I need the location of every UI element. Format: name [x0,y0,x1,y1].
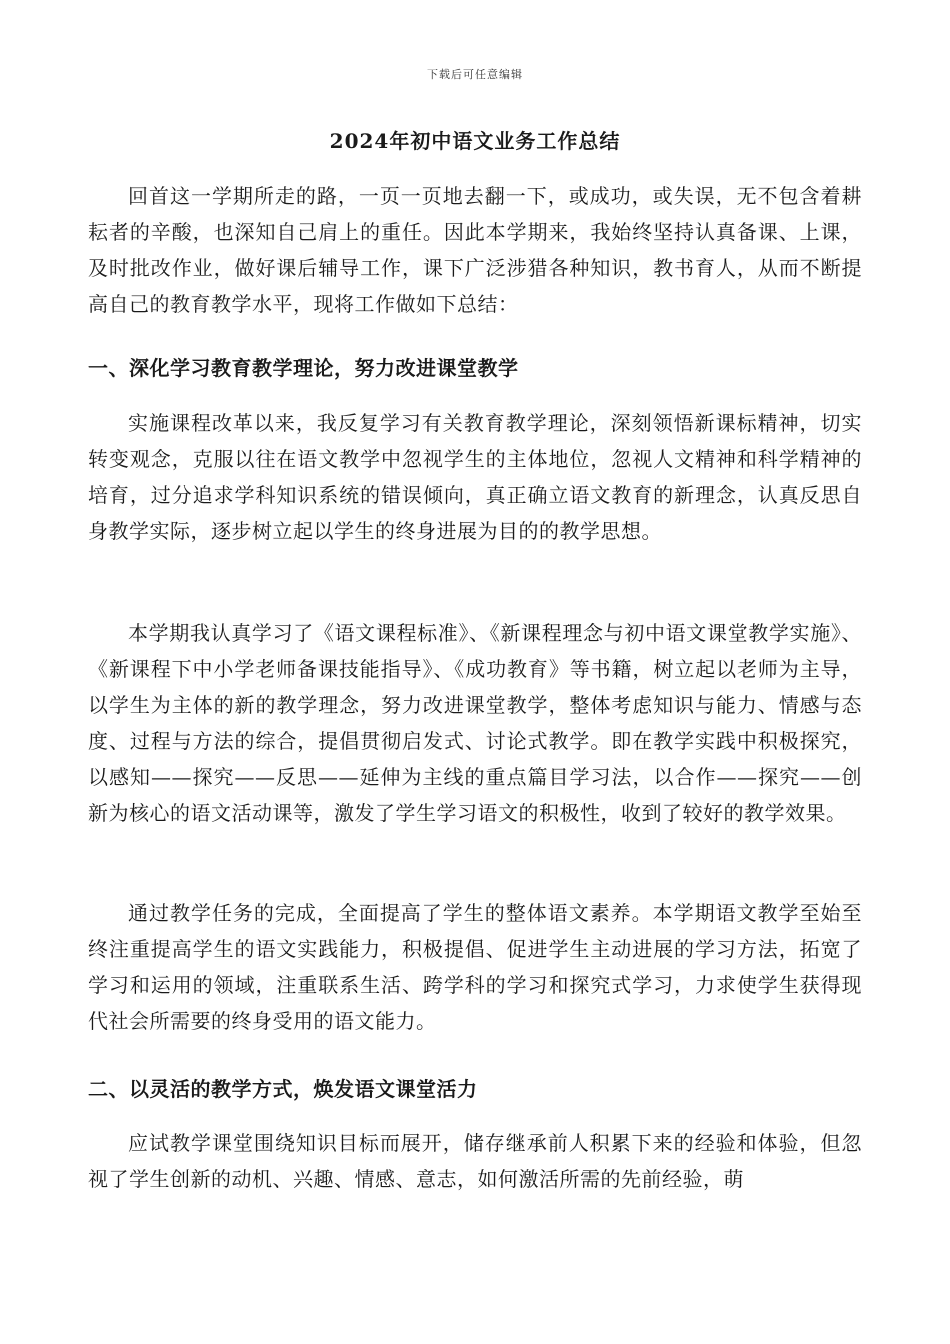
paragraph-text: 通过教学任务的完成，全面提高了学生的整体语文素养。本学期语文教学至始至终注重提高学生的语文实践能力，积极提倡、促进学生主动进展的学习方法，拓宽了学习和运用的领域，注重联系生活、跨学科的学习和探究式学习，力求使学生获得现代社会所需要的终身受用的语文能力。 [88,901,862,1033]
document-title: 2024年初中语文业务工作总结 [329,129,621,153]
paragraph-text: 回首这一学期所走的路，一页一页地去翻一下，或成功，或失误，无不包含着耕耘者的辛酸，也深知自己肩上的重任。因此本学期来，我始终坚持认真备课、上课，及时批改作业，做好课后辅导工作，课下广泛涉猎各种知识，教书育人，从而不断提高自己的教育教学水平，现将工作做如下总结： [88,184,862,316]
paragraph-text: 应试教学课堂围绕知识目标而展开，储存继承前人积累下来的经验和体验，但忽视了学生创新的动机、兴趣、情感、意志，如何激活所需的先前经验，萌 [88,1131,862,1191]
section-heading-2 [88,1071,862,1107]
section1-paragraph-3 [88,895,862,1039]
section-heading-text: 二、以灵活的教学方式，焕发语文课堂活力 [88,1077,478,1101]
paragraph-text: 实施课程改革以来，我反复学习有关教育教学理论，深刻领悟新课标精神，切实转变观念，克服以往在语文教学中忽视学生的主体地位，忽视人文精神和科学精神的培育，过分追求学科知识系统的错误倾向，真正确立语文教育的新理念，认真反思自身教学实际，逐步树立起以学生的终身进展为目的的教学思想。 [88,411,862,543]
section1-paragraph-1 [88,405,862,549]
section-heading-1 [88,350,862,386]
paragraph-text: 本学期我认真学习了《语文课程标准》、《新课程理念与初中语文课堂教学实施》、《新课程下中小学老师备课技能指导》、《成功教育》等书籍，树立起以老师为主导，以学生为主体的新的教学理念，努力改进课堂教学，整体考虑知识与能力、情感与态度、过程与方法的综合，提倡贯彻启发式、讨论式教学。即在教学实践中积极探究，以感知——探究——反思——延伸为主线的重点篇目学习法，以合作——探究——创新为核心的语文活动课等，激发了学生学习语文的积极性，收到了较好的教学效果。 [88,621,862,825]
header-note: 下载后可任意编辑 [427,68,523,81]
section1-paragraph-2 [88,615,862,831]
section-heading-text: 一、深化学习教育教学理论，努力改进课堂教学 [88,356,519,380]
section2-paragraph-1 [88,1125,862,1197]
intro-paragraph [88,178,862,322]
